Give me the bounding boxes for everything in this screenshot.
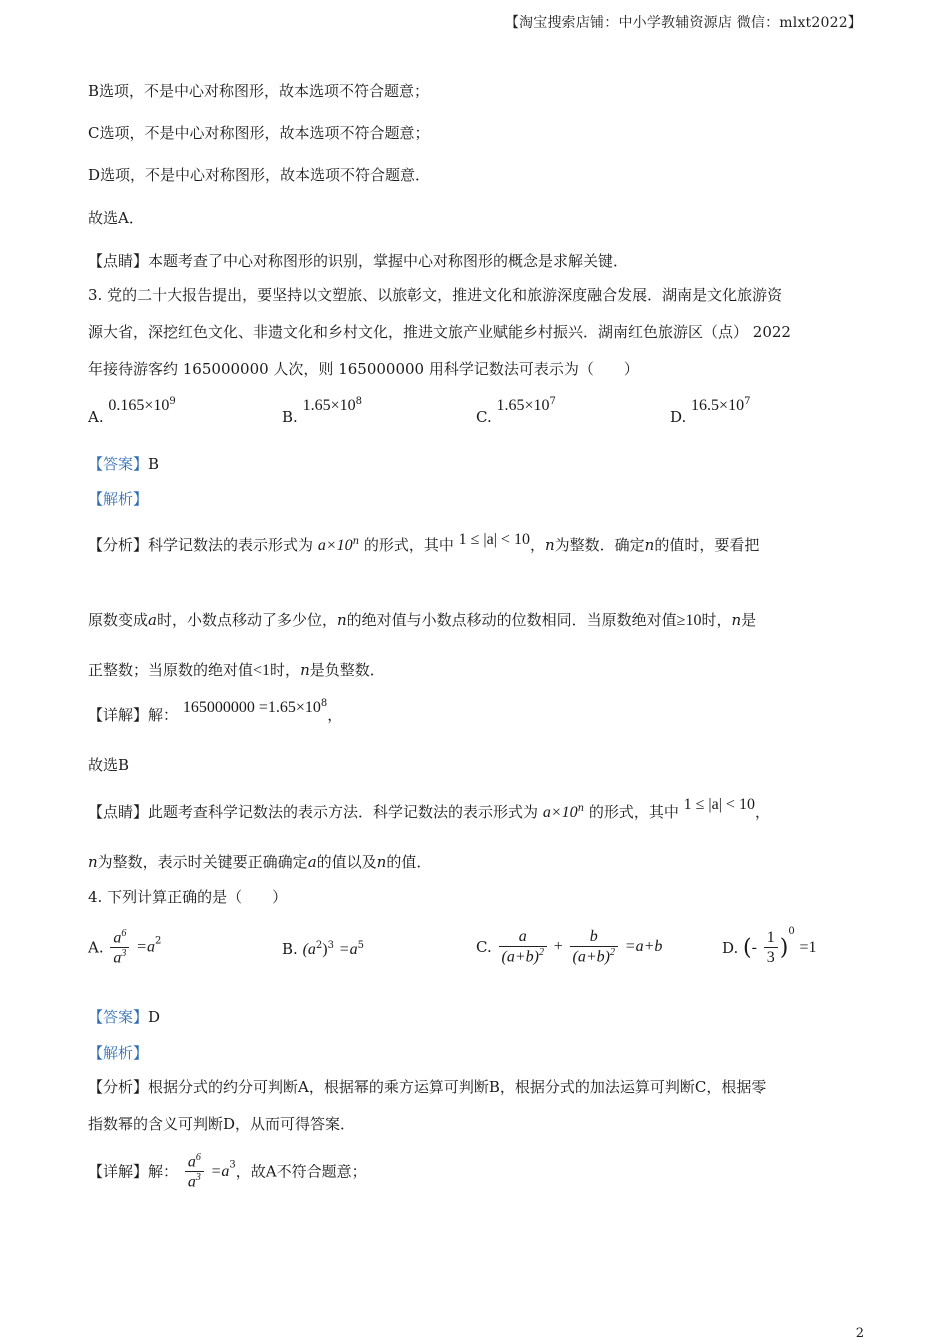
exponent: n — [577, 803, 585, 814]
option-value: 0.165×10 — [108, 397, 170, 414]
q4-option-a — [88, 928, 161, 967]
q3-analysis-line-3 — [88, 661, 385, 680]
text: ， — [327, 706, 343, 724]
option-label: B. — [282, 408, 298, 426]
expression: (a — [302, 941, 316, 958]
answer-value: D — [148, 1008, 161, 1026]
fraction — [764, 929, 778, 967]
option-value: 1.65×10 — [496, 397, 550, 414]
variable: n — [300, 661, 310, 679]
text: 根据分式的约分可判断A，根据幂的乘方运算可判断B，根据分式的加法运算可判断C，根据零 — [148, 1078, 767, 1096]
denominator: a — [113, 949, 122, 967]
q3-option-d — [670, 396, 751, 426]
q2-option-d-explanation: D选项，不是中心对称图形，故本选项不符合题意． — [88, 166, 431, 184]
rhs: =a — [210, 1163, 230, 1181]
text: 的值． — [386, 853, 432, 871]
formula: a×10 — [317, 537, 353, 554]
option-exponent: 7 — [744, 396, 751, 407]
text: 为整数．确定 — [554, 536, 645, 554]
exponent: 3 — [229, 1159, 236, 1171]
text: 科学记数法的表示形式为 — [148, 536, 314, 554]
text: 时， — [270, 661, 301, 679]
option-label: A. — [88, 408, 104, 426]
page-number: 2 — [855, 1326, 864, 1341]
text: ， — [529, 536, 545, 554]
q2-comment — [88, 252, 628, 270]
right-paren-icon: ) — [779, 935, 789, 961]
detail-tag: 【详解】 — [88, 1162, 149, 1181]
exponent: 2 — [154, 935, 162, 947]
text: 的值以及 — [316, 853, 377, 871]
text: 的形式，其中 — [588, 803, 679, 821]
answer-tag: 【答案】 — [88, 1008, 149, 1026]
q3-option-b — [282, 396, 362, 426]
rhs: =a — [338, 941, 358, 958]
denominator: 3 — [764, 947, 778, 967]
text: 的形式，其中 — [363, 536, 454, 554]
variable: n — [376, 853, 387, 871]
option-exponent: 9 — [169, 396, 176, 407]
exponent: 5 — [357, 940, 364, 951]
option-value: 16.5×10 — [691, 397, 745, 414]
q3-stem-line-1: 3. 党的二十大报告提出，要坚持以文塑旅、以旅彰文，推进文化和旅游深度融合发展．湖南是文化旅游资 — [88, 286, 783, 304]
denominator: (a+b) — [501, 947, 539, 965]
formula: a×10 — [542, 804, 578, 821]
analysis-tag: 【分析】 — [88, 536, 149, 554]
left-paren-icon: ( — [743, 935, 752, 961]
exponent: 6 — [121, 928, 127, 939]
q3-analysis-tag: 【解析】 — [88, 490, 149, 508]
option-label: C. — [476, 408, 492, 426]
numerator: 1 — [766, 929, 775, 947]
q3-detail — [88, 698, 343, 725]
exponent: n — [352, 536, 360, 547]
rhs: =a — [136, 938, 155, 956]
text: 此题考查科学记数法的表示方法．科学记数法的表示形式为 — [148, 803, 539, 821]
variable: n — [88, 853, 98, 871]
option-label: B. — [282, 940, 298, 958]
q3-stem-line-2: 源大省，深挖红色文化、非遗文化和乡村文化，推进文旅产业赋能乡村振兴．湖南红色旅游区（点） 2022 — [88, 323, 791, 341]
q2-option-b-explanation: B选项，不是中心对称图形，故本选项不符合题意； — [88, 82, 430, 100]
denominator: (a+b) — [572, 947, 610, 965]
variable: n — [544, 536, 555, 554]
comment-text: 本题考查了中心对称图形的识别，掌握中心对称图形的概念是求解关键． — [148, 252, 629, 270]
numerator: a — [187, 1153, 196, 1171]
text: 是 — [741, 611, 757, 629]
q3-stem-line-3: 年接待游客约 165000000 人次，则 165000000 用科学记数法可表示为（ ） — [88, 360, 639, 378]
q4-answer — [88, 1008, 160, 1026]
variable: a — [148, 611, 157, 629]
q3-comment-line-1 — [88, 796, 770, 822]
q4-analysis-tag: 【解析】 — [88, 1044, 149, 1062]
q3-choice: 故选B — [88, 756, 130, 774]
option-label: D. — [670, 408, 687, 426]
option-label: D. — [722, 939, 739, 957]
exponent: 8 — [320, 698, 328, 709]
text: 正整数；当原数的绝对值 — [88, 661, 254, 679]
text: 时，小数点移动了多少位， — [156, 611, 337, 629]
q3-option-a — [88, 396, 176, 426]
numerator: b — [589, 928, 598, 945]
paren: ) — [322, 941, 328, 958]
detail-tag: 【详解】 — [88, 706, 149, 724]
text: 为整数，表示时关键要正确确定 — [97, 853, 308, 871]
q4-option-d — [722, 926, 817, 967]
text: 时， — [701, 611, 732, 629]
q3-analysis-line-2 — [88, 611, 756, 630]
q4-stem: 4. 下列计算正确的是（ ） — [88, 888, 288, 906]
page-header: 【淘宝搜索店铺：中小学教辅资源店 微信：mlxt2022】 — [504, 15, 862, 31]
q3-option-c — [476, 396, 556, 426]
range-formula: 1 ≤ |a| < 10 — [683, 796, 755, 813]
exponent: 6 — [195, 1152, 201, 1163]
text: 原数变成 — [88, 611, 149, 629]
q3-answer — [88, 455, 159, 473]
variable: n — [731, 611, 742, 629]
text: ，故A不符合题意； — [235, 1162, 367, 1181]
variable: n — [644, 536, 655, 554]
analysis-tag: 【分析】 — [88, 1078, 149, 1096]
option-exponent: 7 — [549, 396, 556, 407]
fraction — [570, 928, 618, 966]
fraction — [499, 928, 547, 966]
formula: 165000000 =1.65×10 — [182, 699, 321, 716]
q4-analysis-line-1 — [88, 1078, 766, 1096]
exponent: 3 — [195, 1171, 201, 1183]
fraction — [110, 928, 129, 967]
denominator: a — [187, 1173, 196, 1191]
plus-sign: + — [553, 938, 563, 956]
q3-comment-line-2 — [88, 853, 431, 871]
exponent: 2 — [538, 946, 544, 958]
q3-analysis-line-1 — [88, 531, 760, 555]
exponent: 3 — [327, 940, 334, 951]
q2-choice: 故选A． — [88, 209, 144, 227]
formula: ≥10 — [676, 612, 702, 629]
q4-option-b — [282, 940, 364, 959]
range-formula: 1 ≤ |a| < 10 — [458, 531, 530, 548]
variable: a — [307, 853, 317, 871]
q4-option-c — [476, 928, 662, 966]
option-label: A. — [88, 938, 104, 957]
variable: n — [336, 611, 347, 629]
text: 的值时，要看把 — [654, 536, 760, 554]
exponent: 0 — [788, 926, 795, 937]
q4-detail — [88, 1152, 367, 1191]
comment-tag: 【点睛】 — [88, 803, 149, 821]
option-exponent: 8 — [355, 396, 362, 407]
text: 解： — [148, 706, 179, 724]
answer-tag: 【答案】 — [88, 455, 149, 473]
rhs: =a+b — [624, 938, 663, 956]
text: ， — [754, 803, 770, 821]
text: 解： — [148, 1162, 179, 1181]
formula: <1 — [253, 662, 271, 679]
exponent: 2 — [315, 940, 323, 951]
numerator: a — [113, 929, 122, 947]
rhs: =1 — [799, 939, 817, 956]
text: 是负整数． — [309, 661, 385, 679]
q2-option-c-explanation: C选项，不是中心对称图形，故本选项不符合题意； — [88, 124, 430, 142]
minus-sign: - — [751, 939, 757, 956]
exponent: 3 — [121, 947, 127, 959]
option-label: C. — [476, 938, 492, 957]
fraction — [185, 1152, 204, 1191]
answer-value: B — [148, 455, 160, 473]
numerator: a — [518, 928, 527, 945]
option-value: 1.65×10 — [302, 397, 356, 414]
exponent: 2 — [610, 946, 615, 958]
text: 的绝对值与小数点移动的位数相同．当原数绝对值 — [346, 611, 677, 629]
comment-tag: 【点睛】 — [88, 252, 149, 270]
q4-analysis-line-2: 指数幂的含义可判断D，从而可得答案． — [88, 1115, 356, 1133]
